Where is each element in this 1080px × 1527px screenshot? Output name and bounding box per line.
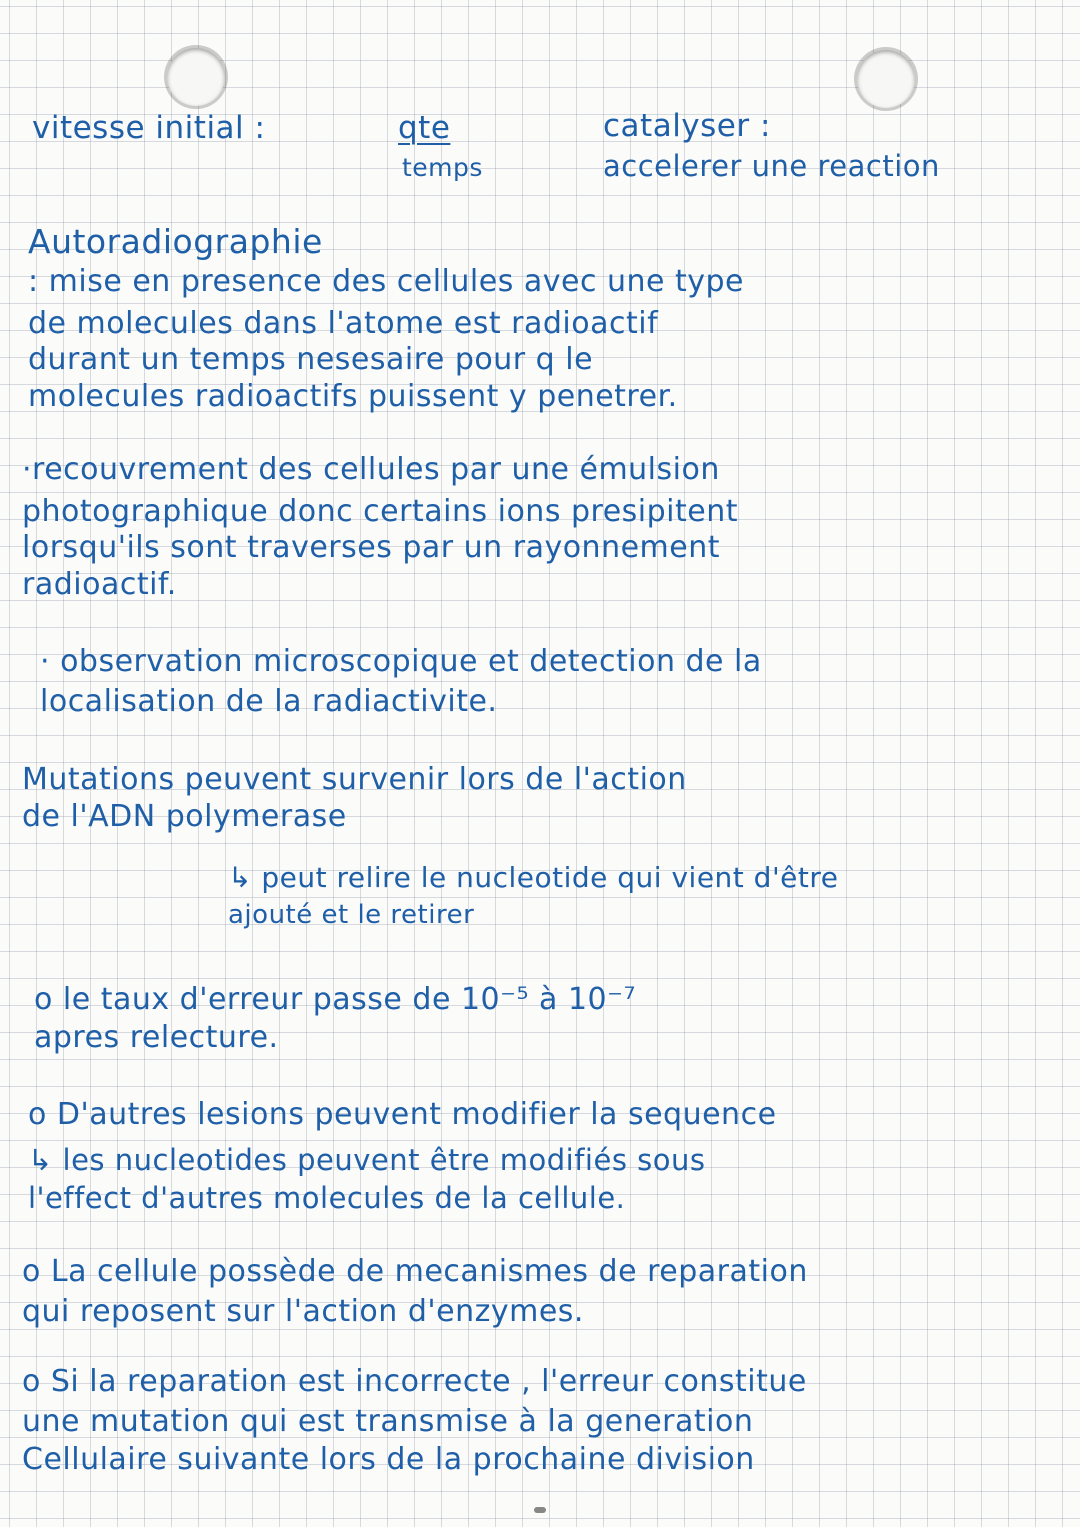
- punch-hole-right: [857, 50, 915, 108]
- text-line: Cellulaire suivante lors de la prochaine division: [22, 1442, 755, 1477]
- text-line: o le taux d'erreur passe de 10⁻⁵ à 10⁻⁷: [34, 982, 636, 1017]
- text-line: · observation microscopique et detection de la: [40, 644, 762, 679]
- text-line: o D'autres lesions peuvent modifier la sequence: [28, 1097, 777, 1132]
- text-line: o La cellule possède de mecanismes de reparation: [22, 1254, 808, 1289]
- text-line: une mutation qui est transmise à la generation: [22, 1404, 754, 1439]
- catalyser-title: catalyser :: [603, 108, 771, 144]
- autoradiographie-title: Autoradiographie: [28, 222, 323, 261]
- fraction-numerator: qte: [398, 110, 451, 146]
- text-line: o Si la reparation est incorrecte , l'erreur constitue: [22, 1364, 807, 1399]
- text-line: Mutations peuvent survenir lors de l'action: [22, 762, 687, 797]
- text-line: durant un temps nesesaire pour q le: [28, 342, 594, 377]
- ink-smudge: [534, 1507, 546, 1513]
- text-line: ·recouvrement des cellules par une émulsion: [22, 452, 720, 487]
- text-subline: ajouté et le retirer: [228, 900, 475, 930]
- text-line: localisation de la radiactivite.: [40, 684, 498, 719]
- text-line: ↳ les nucleotides peuvent être modifiés sous: [28, 1143, 706, 1177]
- text-line: de l'ADN polymerase: [22, 799, 347, 834]
- text-line: lorsqu'ils sont traverses par un rayonnement: [22, 530, 720, 565]
- text-line: molecules radioactifs puissent y penetrer.: [28, 379, 678, 414]
- text-line: radioactif.: [22, 567, 177, 602]
- text-line: l'effect d'autres molecules de la cellule.: [28, 1181, 626, 1215]
- text-line: de molecules dans l'atome est radioactif: [28, 306, 659, 341]
- text-line: : mise en presence des cellules avec une type: [28, 264, 745, 299]
- fraction-denominator: temps: [402, 153, 483, 182]
- punch-hole-left: [167, 48, 225, 106]
- text-subline: ↳ peut relire le nucleotide qui vient d'être: [228, 861, 839, 894]
- catalyser-definition: accelerer une reaction: [603, 149, 940, 183]
- text-line: apres relecture.: [34, 1020, 279, 1055]
- vitesse-label: vitesse initial :: [32, 110, 266, 146]
- text-line: qui reposent sur l'action d'enzymes.: [22, 1294, 584, 1329]
- text-line: photographique donc certains ions presipitent: [22, 494, 739, 529]
